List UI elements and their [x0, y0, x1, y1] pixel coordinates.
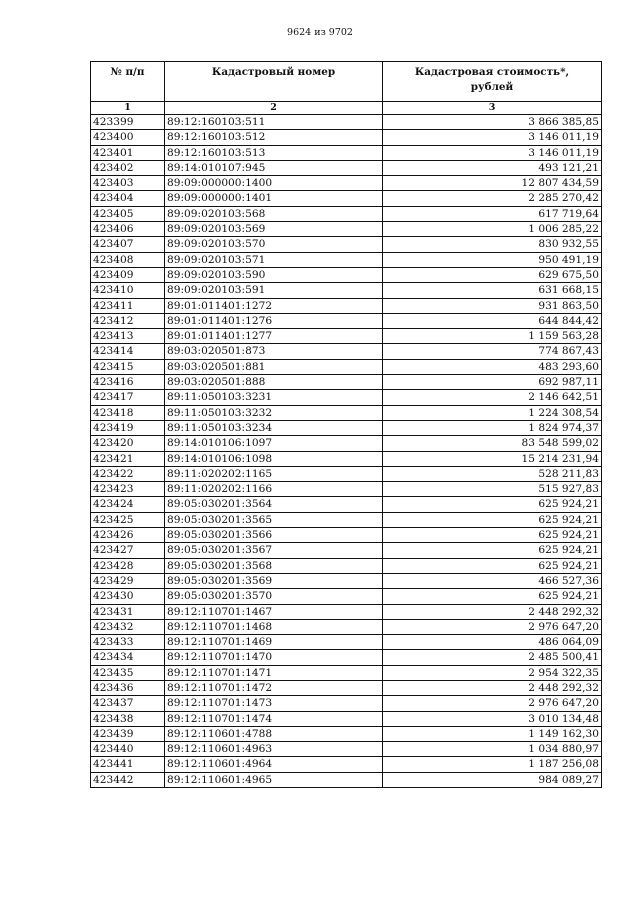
cadastral-value-cell: 2 485 500,41	[383, 650, 602, 665]
table-row	[91, 222, 602, 237]
cadastral-value-cell: 3 866 385,85	[383, 115, 602, 130]
table-header	[91, 62, 602, 115]
row-number-cell: 423426	[91, 528, 165, 543]
cadastral-value-cell: 625 924,21	[383, 512, 602, 527]
table-row	[91, 482, 602, 497]
header-row	[91, 62, 602, 102]
cadastral-value-cell: 625 924,21	[383, 497, 602, 512]
row-number-cell: 423430	[91, 589, 165, 604]
cadastral-number-cell: 89:09:020103:591	[165, 283, 383, 298]
row-number-cell: 423425	[91, 512, 165, 527]
row-number-cell: 423440	[91, 742, 165, 757]
cadastral-value-cell: 625 924,21	[383, 543, 602, 558]
cadastral-number-cell: 89:14:010106:1098	[165, 451, 383, 466]
table-row	[91, 451, 602, 466]
cadastral-number-cell: 89:09:000000:1401	[165, 191, 383, 206]
table-row	[91, 436, 602, 451]
cadastral-value-cell: 644 844,42	[383, 313, 602, 328]
row-number-cell: 423420	[91, 436, 165, 451]
row-number-cell: 423404	[91, 191, 165, 206]
cadastral-number-cell: 89:12:110701:1473	[165, 696, 383, 711]
table-row	[91, 145, 602, 160]
cadastral-number-cell: 89:11:050103:3234	[165, 420, 383, 435]
cadastral-number-cell: 89:05:030201:3570	[165, 589, 383, 604]
table-row	[91, 558, 602, 573]
table-row	[91, 665, 602, 680]
cadastral-value-cell: 1 187 256,08	[383, 757, 602, 772]
cadastral-value-cell: 625 924,21	[383, 528, 602, 543]
table-body	[91, 115, 602, 788]
table-row	[91, 160, 602, 175]
row-number-cell: 423428	[91, 558, 165, 573]
row-number-cell: 423419	[91, 420, 165, 435]
cadastral-number-cell: 89:12:110701:1471	[165, 665, 383, 680]
cadastral-value-cell: 2 448 292,32	[383, 680, 602, 695]
row-number-cell: 423405	[91, 206, 165, 221]
row-number-cell: 423413	[91, 329, 165, 344]
table-row	[91, 252, 602, 267]
page-number-header: 9624 из 9702	[287, 27, 353, 38]
cadastral-number-cell: 89:09:020103:570	[165, 237, 383, 252]
cadastral-value-cell: 830 932,55	[383, 237, 602, 252]
table-row	[91, 543, 602, 558]
cadastral-number-cell: 89:12:110601:4963	[165, 742, 383, 757]
cadastral-number-cell: 89:05:030201:3564	[165, 497, 383, 512]
table-row	[91, 191, 602, 206]
cadastral-number-cell: 89:05:030201:3565	[165, 512, 383, 527]
cadastral-value-cell: 2 976 647,20	[383, 696, 602, 711]
table-row	[91, 742, 602, 757]
row-number-cell: 423435	[91, 665, 165, 680]
row-number-cell: 423427	[91, 543, 165, 558]
cadastral-number-cell: 89:03:020501:888	[165, 375, 383, 390]
cadastral-value-cell: 493 121,21	[383, 160, 602, 175]
row-number-cell: 423421	[91, 451, 165, 466]
row-number-cell: 423410	[91, 283, 165, 298]
cadastral-value-cell: 774 867,43	[383, 344, 602, 359]
cadastral-value-cell: 631 668,15	[383, 283, 602, 298]
cadastral-number-cell: 89:12:110601:4964	[165, 757, 383, 772]
table-row	[91, 497, 602, 512]
column-index-3: 3	[383, 102, 602, 115]
cadastral-number-cell: 89:12:110701:1467	[165, 604, 383, 619]
row-number-cell: 423414	[91, 344, 165, 359]
column-index-2: 2	[165, 102, 383, 115]
cadastral-number-cell: 89:12:110701:1472	[165, 680, 383, 695]
row-number-cell: 423409	[91, 267, 165, 282]
row-number-cell: 423416	[91, 375, 165, 390]
column-header-cadastral-number: Кадастровый номер	[165, 62, 383, 102]
cadastral-value-cell: 466 527,36	[383, 573, 602, 588]
table-row	[91, 726, 602, 741]
cadastral-value-cell: 617 719,64	[383, 206, 602, 221]
column-header-cadastral-value: Кадастровая стоимость*, рублей	[383, 62, 602, 102]
table-row	[91, 528, 602, 543]
cadastral-value-cell: 83 548 599,02	[383, 436, 602, 451]
row-number-cell: 423442	[91, 772, 165, 787]
table-row	[91, 466, 602, 481]
row-number-cell: 423424	[91, 497, 165, 512]
cadastral-number-cell: 89:09:020103:568	[165, 206, 383, 221]
table-row	[91, 589, 602, 604]
cadastral-number-cell: 89:09:020103:571	[165, 252, 383, 267]
row-number-cell: 423415	[91, 359, 165, 374]
cadastral-number-cell: 89:12:110701:1470	[165, 650, 383, 665]
table-row	[91, 206, 602, 221]
cadastral-number-cell: 89:03:020501:873	[165, 344, 383, 359]
table-row	[91, 650, 602, 665]
table-row	[91, 329, 602, 344]
table-row	[91, 267, 602, 282]
row-number-cell: 423411	[91, 298, 165, 313]
row-number-cell: 423438	[91, 711, 165, 726]
table-row	[91, 711, 602, 726]
row-number-cell: 423423	[91, 482, 165, 497]
row-number-cell: 423412	[91, 313, 165, 328]
cadastral-value-cell: 625 924,21	[383, 589, 602, 604]
cadastral-number-cell: 89:11:020202:1166	[165, 482, 383, 497]
cadastral-value-cell: 3 010 134,48	[383, 711, 602, 726]
cadastral-value-cell: 931 863,50	[383, 298, 602, 313]
cadastral-number-cell: 89:09:020103:590	[165, 267, 383, 282]
cadastral-value-cell: 528 211,83	[383, 466, 602, 481]
table-row	[91, 390, 602, 405]
table-row	[91, 420, 602, 435]
cadastral-number-cell: 89:05:030201:3568	[165, 558, 383, 573]
cadastral-value-cell: 1 224 308,54	[383, 405, 602, 420]
table-row	[91, 405, 602, 420]
cadastral-number-cell: 89:11:050103:3232	[165, 405, 383, 420]
row-number-cell: 423418	[91, 405, 165, 420]
cadastral-number-cell: 89:01:011401:1277	[165, 329, 383, 344]
row-number-cell: 423436	[91, 680, 165, 695]
cadastral-number-cell: 89:03:020501:881	[165, 359, 383, 374]
row-number-cell: 423403	[91, 176, 165, 191]
table-row	[91, 344, 602, 359]
table-row	[91, 359, 602, 374]
table-row	[91, 313, 602, 328]
cadastral-value-cell: 483 293,60	[383, 359, 602, 374]
table-row	[91, 757, 602, 772]
row-number-cell: 423407	[91, 237, 165, 252]
row-number-cell: 423437	[91, 696, 165, 711]
row-number-cell: 423406	[91, 222, 165, 237]
table-row	[91, 635, 602, 650]
column-header-number: № п/п	[91, 62, 165, 102]
row-number-cell: 423402	[91, 160, 165, 175]
row-number-cell: 423432	[91, 619, 165, 634]
cadastral-value-cell: 15 214 231,94	[383, 451, 602, 466]
table-row	[91, 283, 602, 298]
cadastral-number-cell: 89:14:010107:945	[165, 160, 383, 175]
cadastral-number-cell: 89:05:030201:3569	[165, 573, 383, 588]
cadastral-number-cell: 89:11:020202:1165	[165, 466, 383, 481]
cadastral-value-cell: 1 824 974,37	[383, 420, 602, 435]
cadastral-value-cell: 3 146 011,19	[383, 145, 602, 160]
cadastral-value-cell: 2 954 322,35	[383, 665, 602, 680]
cadastral-number-cell: 89:09:020103:569	[165, 222, 383, 237]
table-row	[91, 619, 602, 634]
column-index-row	[91, 102, 602, 115]
cadastral-value-cell: 2 146 642,51	[383, 390, 602, 405]
row-number-cell: 423417	[91, 390, 165, 405]
cadastral-value-cell: 12 807 434,59	[383, 176, 602, 191]
cadastral-number-cell: 89:09:000000:1400	[165, 176, 383, 191]
cadastral-value-cell: 1 149 162,30	[383, 726, 602, 741]
cadastral-value-cell: 950 491,19	[383, 252, 602, 267]
cadastral-number-cell: 89:12:110701:1468	[165, 619, 383, 634]
row-number-cell: 423433	[91, 635, 165, 650]
table-row	[91, 772, 602, 787]
cadastral-value-cell: 1 159 563,28	[383, 329, 602, 344]
cadastral-value-cell: 1 006 285,22	[383, 222, 602, 237]
cadastral-value-table	[90, 61, 602, 788]
table-row	[91, 130, 602, 145]
cadastral-number-cell: 89:05:030201:3567	[165, 543, 383, 558]
row-number-cell: 423429	[91, 573, 165, 588]
row-number-cell: 423401	[91, 145, 165, 160]
cadastral-value-cell: 629 675,50	[383, 267, 602, 282]
row-number-cell: 423400	[91, 130, 165, 145]
table-row	[91, 298, 602, 313]
cadastral-number-cell: 89:12:110601:4965	[165, 772, 383, 787]
row-number-cell: 423431	[91, 604, 165, 619]
cadastral-number-cell: 89:12:160103:511	[165, 115, 383, 130]
cadastral-value-cell: 984 089,27	[383, 772, 602, 787]
cadastral-number-cell: 89:11:050103:3231	[165, 390, 383, 405]
table-row	[91, 115, 602, 130]
cadastral-value-cell: 625 924,21	[383, 558, 602, 573]
row-number-cell: 423441	[91, 757, 165, 772]
cadastral-number-cell: 89:12:110701:1469	[165, 635, 383, 650]
row-number-cell: 423399	[91, 115, 165, 130]
row-number-cell: 423422	[91, 466, 165, 481]
row-number-cell: 423434	[91, 650, 165, 665]
table-row	[91, 573, 602, 588]
cadastral-number-cell: 89:12:160103:513	[165, 145, 383, 160]
cadastral-value-cell: 515 927,83	[383, 482, 602, 497]
cadastral-number-cell: 89:12:160103:512	[165, 130, 383, 145]
cadastral-value-cell: 2 448 292,32	[383, 604, 602, 619]
cadastral-value-cell: 692 987,11	[383, 375, 602, 390]
column-index-1: 1	[91, 102, 165, 115]
table-row	[91, 512, 602, 527]
cadastral-value-cell: 486 064,09	[383, 635, 602, 650]
table-row	[91, 604, 602, 619]
cadastral-number-cell: 89:01:011401:1276	[165, 313, 383, 328]
cadastral-value-cell: 3 146 011,19	[383, 130, 602, 145]
table-row	[91, 680, 602, 695]
cadastral-number-cell: 89:05:030201:3566	[165, 528, 383, 543]
table-row	[91, 237, 602, 252]
cadastral-value-cell: 2 285 270,42	[383, 191, 602, 206]
table-row	[91, 696, 602, 711]
cadastral-number-cell: 89:12:110601:4788	[165, 726, 383, 741]
cadastral-value-cell: 1 034 880,97	[383, 742, 602, 757]
cadastral-number-cell: 89:12:110701:1474	[165, 711, 383, 726]
cadastral-number-cell: 89:14:010106:1097	[165, 436, 383, 451]
table-row	[91, 176, 602, 191]
row-number-cell: 423439	[91, 726, 165, 741]
table-row	[91, 375, 602, 390]
row-number-cell: 423408	[91, 252, 165, 267]
cadastral-value-cell: 2 976 647,20	[383, 619, 602, 634]
cadastral-number-cell: 89:01:011401:1272	[165, 298, 383, 313]
